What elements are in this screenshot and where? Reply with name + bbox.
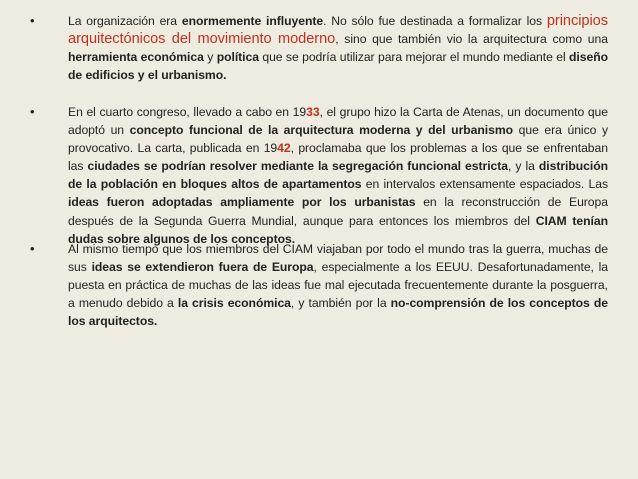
emphasized-text: 42	[277, 141, 291, 156]
body-text: en intervalos extensamente espaciados. Las	[361, 177, 608, 192]
bullet-dot-icon: •	[30, 241, 35, 256]
body-text: que se podría utilizar para mejorar el mundo mediante el	[258, 50, 570, 65]
bullet-item-3	[30, 240, 608, 330]
emphasized-text: enormemente influyente	[181, 14, 324, 28]
bullet-dot-icon: •	[30, 13, 35, 28]
body-text: en la reconstrucción de Europa después de la Segunda Guerra Mundial, aunque para entonces los miembros del	[68, 195, 608, 228]
body-text: , sino que también vio la arquitectura como una	[335, 32, 608, 47]
body-text: que era único y provocativo. La carta, publicada en 19	[68, 123, 608, 156]
body-text: Al mismo tiempo que los miembros del CIAM viajaban por todo el mundo tras la guerra, muchas de sus	[68, 242, 608, 275]
emphasized-text: principios arquitectónicos del movimiento moderno	[68, 13, 608, 48]
paragraph-2	[68, 103, 608, 248]
body-text: , proclamaba que los problemas a los que se enfrentaban las	[68, 141, 608, 174]
emphasized-text: 33	[306, 105, 320, 119]
emphasized-text: ideas fueron adoptadas ampliamente por los urbanistas	[68, 195, 416, 210]
body-text: y	[203, 50, 217, 65]
emphasized-text: herramienta económica	[68, 50, 204, 65]
body-text: . No sólo fue destinada a formalizar los	[323, 14, 547, 28]
emphasized-text: concepto funcional de la arquitectura moderna y del urbanismo	[129, 123, 514, 138]
emphasized-text: la crisis económica	[177, 296, 291, 311]
body-text: , el grupo hizo la Carta de Atenas, un documento que adoptó un	[68, 105, 609, 138]
emphasized-text: diseño de edificios y el urbanismo.	[68, 50, 609, 83]
emphasized-text: ideas se extendieron fuera de Europa	[91, 260, 314, 275]
body-text: , y también por la	[290, 296, 391, 311]
emphasized-text: no-comprensión de los conceptos de los arquitectos.	[68, 296, 608, 329]
body-text: La organización era	[68, 14, 182, 28]
emphasized-text: política	[216, 50, 259, 65]
body-text: , y la	[508, 159, 539, 174]
emphasized-text: ciudades se podrían resolver mediante la segregación funcional estricta	[87, 159, 509, 174]
bullet-item-1	[30, 12, 608, 84]
body-text: , especialmente a los EEUU. Desafortunadamente, la puesta en práctica de muchas de las ideas fue mal ejecutada frecuentemente durante la posguerra, a menudo debido a	[68, 260, 609, 311]
paragraph-1	[68, 12, 608, 84]
bullet-item-2	[30, 103, 608, 248]
paragraph-3	[68, 240, 608, 330]
emphasized-text: distribución de la población en bloques altos de apartamentos	[68, 159, 608, 192]
emphasized-text: CIAM tenían dudas sobre algunos de los conceptos.	[68, 213, 608, 246]
bullet-dot-icon: •	[30, 104, 35, 119]
body-text: En el cuarto congreso, llevado a cabo en 19	[68, 105, 307, 119]
